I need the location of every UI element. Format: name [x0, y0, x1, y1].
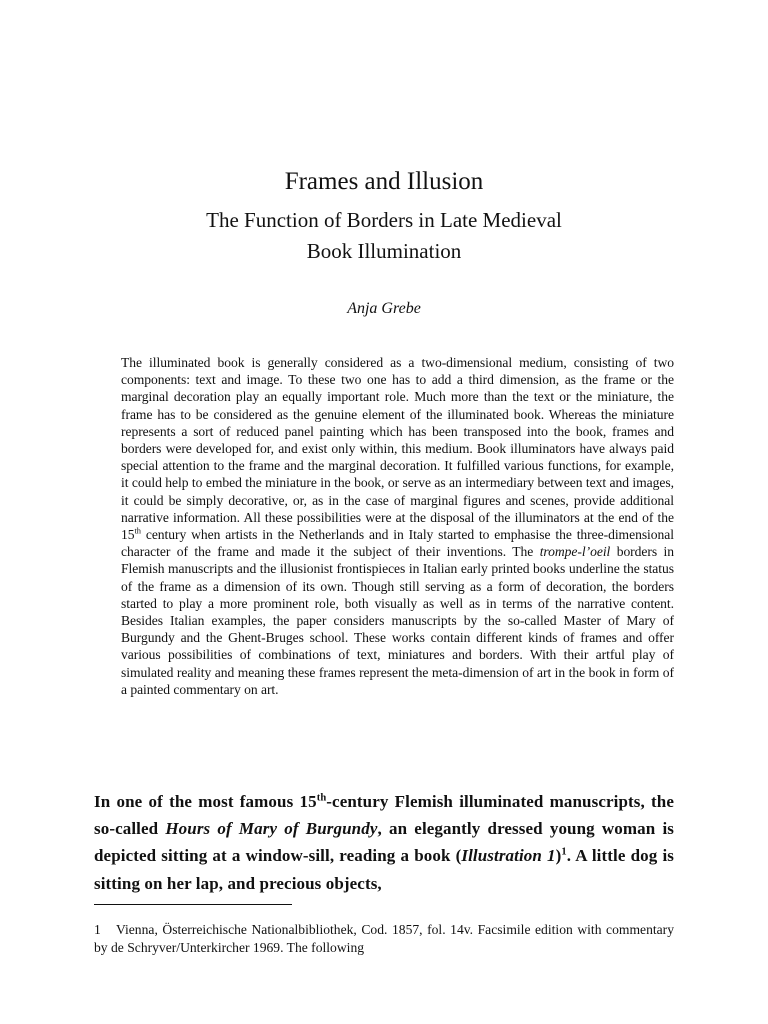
- body-italic-illustration: Illustration 1: [461, 846, 556, 866]
- body-text-5: . A little dog is sitting on her lap, and precious objects,: [94, 846, 674, 893]
- body-italic-title: Hours of Mary of Burgundy: [165, 819, 378, 839]
- author-name: Anja Grebe: [347, 300, 421, 317]
- footnote-reference[interactable]: 1: [561, 846, 567, 858]
- body-text-1: In one of the most famous 15: [94, 792, 317, 811]
- footnote-text: Vienna, Österreichische Nationalbibliothek, Cod. 1857, fol. 14v. Facsimile edition with commentary by de Schryver/Unterkircher 1969. The following: [94, 922, 674, 955]
- body-text-3: , an elegantly dressed young woman is depicted sitting at a window-sill, reading a book (: [94, 819, 675, 866]
- body-text: [94, 788, 674, 897]
- body-text-2: -century Flemish illuminated manuscripts, the so-called: [94, 792, 674, 839]
- footnote-number: 1: [94, 922, 101, 937]
- abstract-text-2: century when artists in the Netherlands and in Italy started to emphasise the three-dimensional character of the frame and made it the subject of their inventions. The: [121, 527, 674, 560]
- paper-title: Frames and Illusion: [284, 168, 484, 195]
- abstract-superscript: th: [134, 525, 141, 536]
- abstract-text-1: The illuminated book is generally considered as a two-dimensional medium, consisting of two components: text and image. To these two one has to add a third dimension, as the frame or the marginal decoration play an equally important role. Much more than the text or the miniature, the frame has to be considered as the genuine element of the illuminated book. Whereas the miniature represents a sort of reduced panel painting which has been transposed into the book, frames and borders were developed for, and exist only within, this medium. Book illuminators have always paid special attention to the frame and the marginal decoration. It fulfilled various functions, for example, it could help to embed the miniature in the book, or serve as an intermediary between text and images, it could be simply decorative, or, as in the case of marginal figures and scenes, provide additional narrative information. All these possibilities were at the disposal of the illuminators at the end of the 15: [121, 355, 674, 543]
- footnote: [94, 921, 674, 957]
- paper-subtitle: [0, 205, 768, 267]
- abstract-text-3: borders in Flemish manuscripts and the illusionist frontispieces in Italian early printed books underline the status of the frame as a dimension of its own. Though still serving as a form of decoration, the borders started to play a more prominent role, both visually as well as in terms of the narrative content. Besides Italian examples, the paper considers manuscripts by the so-called Master of Mary of Burgundy and the Ghent-Bruges school. These works contain different kinds of frames and offer various possibilities of combinations of text, miniatures and borders. With their artful play of simulated reality and meaning these frames represent the meta-dimension of art in the book in form of a painted commentary on art.: [121, 544, 674, 697]
- body-text-4: ): [555, 846, 562, 866]
- footnote-paragraph: [94, 921, 674, 957]
- abstract-italic-term: trompe-l’oeil: [539, 544, 611, 560]
- body-paragraph: [94, 788, 674, 897]
- abstract-paragraph: [121, 354, 674, 698]
- body-superscript-1: th: [316, 792, 327, 804]
- abstract: [121, 354, 674, 698]
- footnote-divider: [94, 904, 292, 905]
- subtitle-line-1: The Function of Borders in Late Medieval: [206, 208, 562, 232]
- subtitle-line-2: Book Illumination: [306, 239, 462, 263]
